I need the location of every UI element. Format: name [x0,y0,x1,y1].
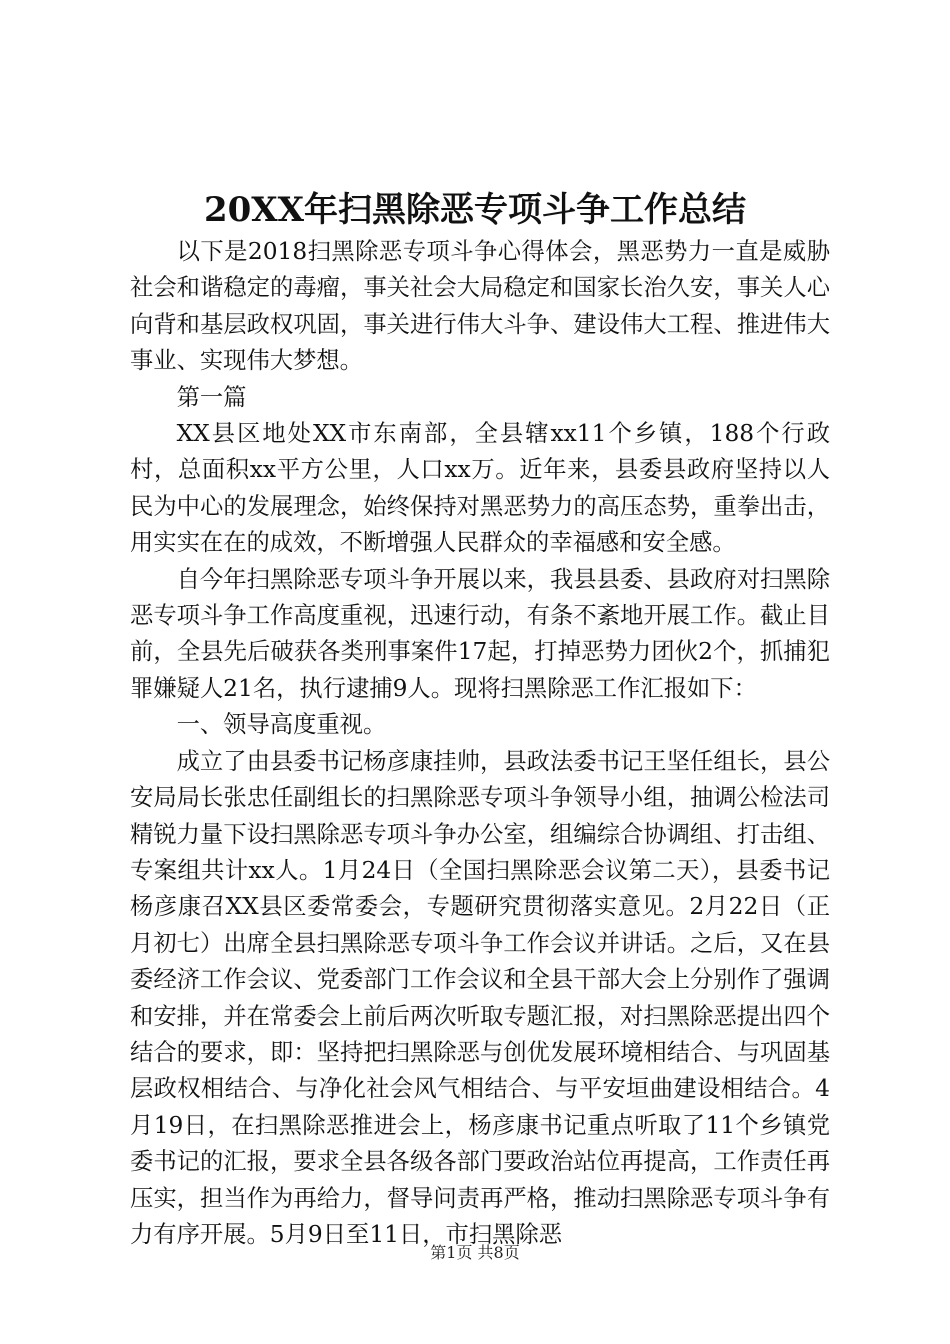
page-footer [0,1243,950,1263]
page-number: 第1页 [430,1243,473,1262]
paragraph-intro: 以下是2018扫黑除恶专项斗争心得体会，黑恶势力一直是威胁社会和谐稳定的毒瘤，事关社会大局稳定和国家长治久安，事关人心向背和基层政权巩固，事关进行伟大斗争、建设伟大工程、推进伟大事业、实现伟大梦想。 [130,238,830,375]
section-heading-leadership: 一、领导高度重视。 [176,711,387,739]
document-body [130,234,830,1253]
paragraph-county-overview: XX县区地处XX市东南部，全县辖xx11个乡镇，188个行政村，总面积xx平方公里，人口xx万。近年来，县委县政府坚持以人民为中心的发展理念，始终保持对黑恶势力的高压态势，重拳出击，用实实在在的成效，不断增强人民群众的幸福感和安全感。 [130,420,830,557]
paragraph-campaign-results: 自今年扫黑除恶专项斗争开展以来，我县县委、县政府对扫黑除恶专项斗争工作高度重视，迅速行动，有条不紊地开展工作。截止目前，全县先后破获各类刑事案件17起，打掉恶势力团伙2个，抓捕犯罪嫌疑人21名，执行逮捕9人。现将扫黑除恶工作汇报如下： [130,565,830,702]
total-pages: 共8页 [477,1243,520,1262]
paragraph-leadership-details: 成立了由县委书记杨彦康挂帅，县政法委书记王坚任组长，县公安局局长张忠任副组长的扫黑除恶专项斗争领导小组，抽调公检法司精锐力量下设扫黑除恶专项斗争办公室，组编综合协调组、打击组、专案组共计xx人。1月24日（全国扫黑除恶会议第二天），县委书记杨彦康召XX县区委常委会，专题研究贯彻落实意见。2月22日（正月初七）出席全县扫黑除恶专项斗争工作会议并讲话。之后，又在县委经济工作会议、党委部门工作会议和全县干部大会上分别作了强调和安排，并在常委会上前后两次听取专题汇报，对扫黑除恶提出四个结合的要求，即：坚持把扫黑除恶与创优发展环境相结合、与巩固基层政权相结合、与净化社会风气相结合、与平安垣曲建设相结合。4月19日，在扫黑除恶推进会上，杨彦康书记重点听取了11个乡镇党委书记的汇报，要求全县各级各部门要政治站位再提高，工作责任再压实，担当作为再给力，督导问责再严格，推动扫黑除恶专项斗争有力有序开展。5月9日至11日，市扫黑除恶 [130,747,830,1248]
section-heading-first: 第一篇 [176,383,247,411]
document-title: 20XX年扫黑除恶专项斗争工作总结 [203,190,747,230]
